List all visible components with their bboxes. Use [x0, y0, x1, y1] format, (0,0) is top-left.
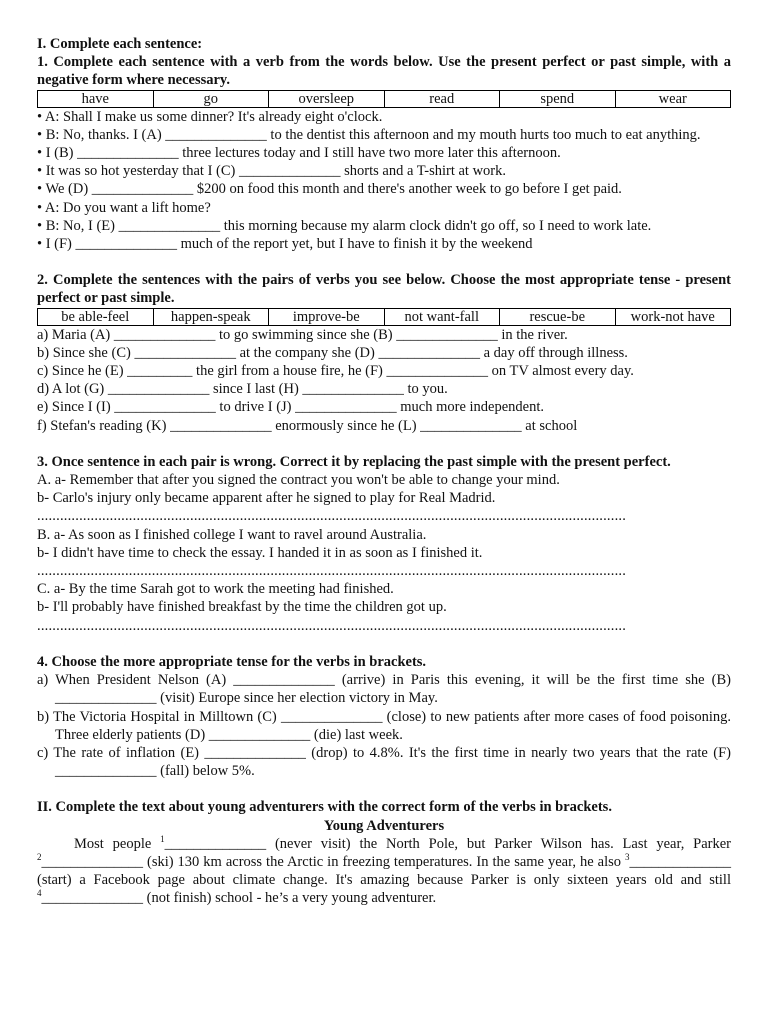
gap-number: 3 [625, 852, 630, 863]
word-box-cell: happen-speak [153, 308, 269, 325]
ex2-word-box [37, 308, 731, 326]
ex1-item: • I (F) ______________ much of the report yet, but I have to finish it by the weekend [37, 236, 533, 253]
ex2-item: a) Maria (A) ______________ to go swimming since she (B) ______________ in the river. [37, 326, 568, 343]
ex4-items [37, 671, 731, 780]
word-box-cell: not want-fall [384, 308, 500, 325]
ex1-word-box [37, 90, 731, 108]
gap-number: 2 [37, 852, 42, 863]
ex4-item: a) When President Nelson (A) ______________ (arrive) in Paris this evening, it will be the first time she (B) ______________ (visit) Europe since her election victory in May. [37, 672, 731, 707]
ex2-items [37, 326, 731, 435]
word-box-cell: work-not have [615, 308, 731, 325]
ex2-item: f) Stefan's reading (K) ______________ enormously since he (L) ______________ at school [37, 417, 578, 434]
ex2-item: e) Since I (I) ______________ to drive I (J) ______________ much more independent. [37, 399, 544, 416]
word-box-cell: oversleep [269, 90, 385, 107]
ex2-item: b) Since she (C) ______________ at the company she (D) ______________ a day off through illness. [37, 344, 628, 361]
ex3-answer-line: .......................................................................................................................................................... [37, 563, 627, 580]
ex4-instruction: 4. Choose the more appropriate tense for the verbs in brackets. [37, 653, 427, 670]
ex1-instruction: 1. Complete each sentence with a verb from the words below. Use the present perfect or past simple, with a negative form where necessary. [37, 54, 731, 89]
part2-title: Young Adventurers [323, 817, 445, 834]
text-segment: ______________ (not finish) school - he’s a very young adventurer. [41, 890, 437, 907]
part2-text [37, 835, 731, 908]
ex3-sentence-a: C. a- By the time Sarah got to work the meeting had finished. [37, 581, 394, 598]
word-box-cell: spend [500, 90, 616, 107]
ex3-sentence-b: b- I didn't have time to check the essay. I handed it in as soon as I finished it. [37, 544, 483, 561]
text-segment: ______________ (ski) 130 km across the Arctic in freezing temperatures. In the same year, he also [41, 853, 625, 870]
ex2-instruction: 2. Complete the sentences with the pairs of verbs you see below. Choose the most appropriate tense - present perfect or past simple. [37, 272, 731, 307]
word-box-cell: rescue-be [500, 308, 616, 325]
word-box-cell: go [153, 90, 269, 107]
worksheet [37, 35, 731, 908]
ex1-item: • I (B) ______________ three lectures today and I still have two more later this afternoon. [37, 145, 561, 162]
ex3-answer-line: .......................................................................................................................................................... [37, 508, 627, 525]
ex1-items [37, 108, 731, 254]
word-box-cell: have [38, 90, 154, 107]
ex1-item: • A: Shall I make us some dinner? It's already eight o'clock. [37, 108, 383, 125]
word-box-cell: improve-be [269, 308, 385, 325]
ex3-sentence-b: b- Carlo's injury only became apparent after he signed to play for Real Madrid. [37, 490, 496, 507]
ex3-answer-line: .......................................................................................................................................................... [37, 617, 627, 634]
ex2-item: c) Since he (E) _________ the girl from a house fire, he (F) ______________ on TV almost every day. [37, 363, 634, 380]
word-box-cell: read [384, 90, 500, 107]
part1-heading: I. Complete each sentence: [37, 36, 203, 52]
ex3-pairs [37, 471, 731, 635]
ex2-item: d) A lot (G) ______________ since I last (H) ______________ to you. [37, 381, 448, 398]
ex1-item: • B: No, thanks. I (A) ______________ to the dentist this afternoon and my mouth hurts too much to eat anything. [37, 126, 701, 143]
ex1-item: • We (D) ______________ $200 on food this month and there's another week to go before I get paid. [37, 181, 622, 198]
ex1-item: • A: Do you want a lift home? [37, 199, 211, 216]
word-box-cell: wear [615, 90, 731, 107]
part2-heading: II. Complete the text about young adventurers with the correct form of the verbs in brackets. [37, 799, 612, 816]
ex3-sentence-b: b- I'll probably have finished breakfast by the time the children got up. [37, 599, 447, 616]
ex4-item: c) The rate of inflation (E) ______________ (drop) to 4.8%. It's the first time in nearly two years that the rate (F) ______________ (fall) below 5%. [37, 744, 731, 780]
text-segment: Most people [74, 835, 161, 852]
ex1-item: • It was so hot yesterday that I (C) ______________ shorts and a T-shirt at work. [37, 163, 507, 180]
text-segment: ______________ (start) a Facebook page about climate change. It's amazing because Parker is only sixteen years old and still [37, 853, 731, 889]
gap-number: 1 [160, 833, 165, 844]
text-segment: ______________ (never visit) the North Pole, but Parker Wilson has. Last year, Parker [164, 835, 732, 852]
word-box-cell: be able-feel [38, 308, 154, 325]
ex4-item: b) The Victoria Hospital in Milltown (C) ______________ (close) to new patients after more cases of food poisoning. Three elderly patients (D) ______________ (die) last week. [37, 708, 731, 743]
ex3-instruction: 3. Once sentence in each pair is wrong. Correct it by replacing the past simple with the present perfect. [37, 453, 671, 470]
ex1-item: • B: No, I (E) ______________ this morning because my alarm clock didn't go off, so I need to work late. [37, 217, 652, 234]
gap-number: 4 [37, 888, 42, 899]
ex3-sentence-a: A. a- Remember that after you signed the contract you won't be able to change your mind. [37, 472, 560, 489]
ex3-sentence-a: B. a- As soon as I finished college I want to ravel around Australia. [37, 526, 427, 543]
